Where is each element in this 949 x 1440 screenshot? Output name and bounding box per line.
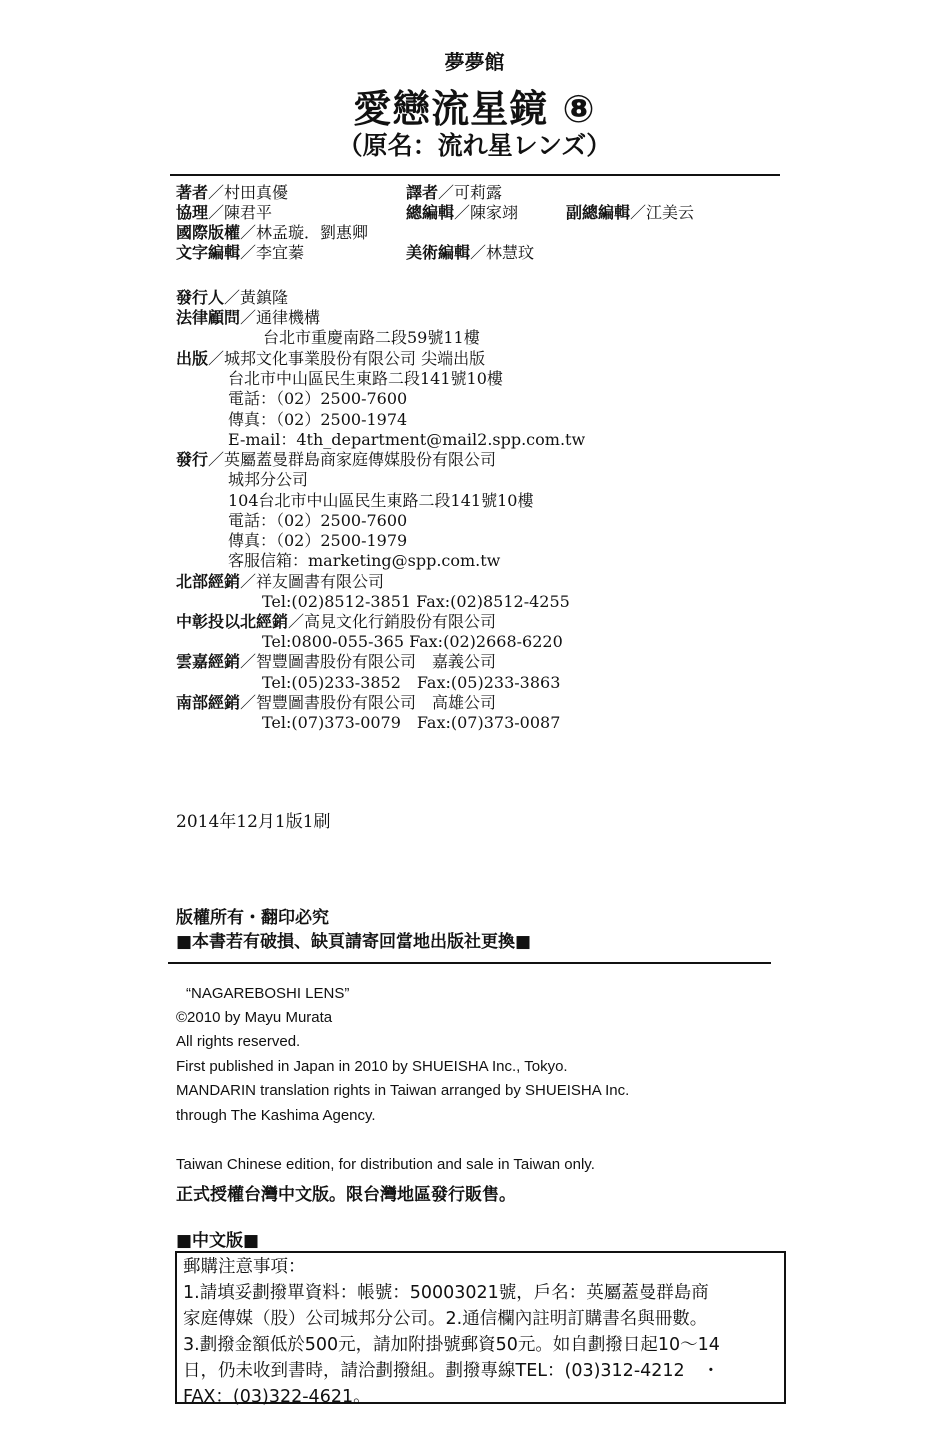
press-address: 台北市中山區民生東路二段141號10樓 <box>228 369 503 388</box>
south-dist-tel: Tel:(07)373-0079 Fax:(07)373-0087 <box>262 713 561 732</box>
publisher-line: 發行人／黃鎮隆 <box>176 288 289 307</box>
yunjia-dist-line: 雲嘉經銷／智豐圖書股份有限公司 嘉義公司 <box>176 652 497 671</box>
credit-author: 著者／村田真優 <box>176 183 289 202</box>
credit-deputy-editor: 副總編輯／江美云 <box>566 203 695 222</box>
mail-order-title: 郵購注意事項： <box>183 1257 306 1277</box>
press-fax: 傳真：（02）2500-1974 <box>228 410 408 429</box>
north-dist-tel: Tel:(02)8512-3851 Fax:(02)8512-4255 <box>262 592 570 611</box>
dist-tel: 電話：（02）2500-7600 <box>228 511 408 530</box>
copyright-notice: 版權所有・翻印必究 <box>176 908 329 928</box>
credit-assist: 協理／陳君平 <box>176 203 273 222</box>
press-tel: 電話：（02）2500-7600 <box>228 389 408 408</box>
dist-line: 發行／英屬蓋曼群島商家庭傳媒股份有限公司 <box>176 450 497 469</box>
damage-notice: ■本書若有破損、缺頁請寄回當地出版社更換■ <box>176 932 532 952</box>
credit-chief-editor: 總編輯／陳家翊 <box>406 203 519 222</box>
north-dist-line: 北部經銷／祥友圖書有限公司 <box>176 572 385 591</box>
dist-branch: 城邦分公司 <box>228 470 309 489</box>
central-dist-tel: Tel:0800-055-365 Fax:(02)2668-6220 <box>262 632 563 651</box>
english-rights-reserved: All rights reserved. <box>176 1033 301 1050</box>
imprint-name: 夢夢館 <box>444 50 505 74</box>
english-translation-rights: MANDARIN translation rights in Taiwan arranged by SHUEISHA Inc. <box>176 1082 630 1099</box>
mail-order-line-1: 1.請填妥劃撥單資料：帳號：50003021號，戶名：英屬蓋曼群島商 <box>183 1283 709 1303</box>
south-dist-line: 南部經銷／智豐圖書股份有限公司 高雄公司 <box>176 693 497 712</box>
yunjia-dist-tel: Tel:(05)233-3852 Fax:(05)233-3863 <box>262 673 561 692</box>
rights-divider <box>168 962 771 964</box>
dist-address: 104台北市中山區民生東路二段141號10樓 <box>228 491 534 510</box>
dist-service: 客服信箱：marketing@spp.com.tw <box>228 551 501 570</box>
zh-version-label: ■中文版■ <box>176 1231 260 1251</box>
credit-art-editor: 美術編輯／林慧玟 <box>406 243 535 262</box>
mail-order-line-3: 3.劃撥金額低於500元，請加附掛號郵資50元。如自劃撥日起10～14 <box>183 1335 720 1355</box>
credit-translator: 譯者／可莉露 <box>406 183 503 202</box>
mail-order-box <box>175 1251 786 1407</box>
press-line: 出版／城邦文化事業股份有限公司 尖端出版 <box>176 349 486 368</box>
legal-line: 法律顧問／通律機構 <box>176 308 321 327</box>
dist-fax: 傳真：（02）2500-1979 <box>228 531 408 550</box>
mail-order-line-4: 日，仍未收到書時，請洽劃撥組。劃撥專線TEL：(03)312-4212 ・ <box>183 1361 720 1381</box>
book-title: 愛戀流星鏡 ⑧ <box>353 87 596 131</box>
mail-order-line-2: 家庭傳媒（股）公司城邦分公司。2.通信欄內註明訂購書名與冊數。 <box>183 1309 708 1329</box>
original-title: （原名：流れ星レンズ） <box>337 131 612 160</box>
mail-order-line-5: FAX：(03)322-4621。 <box>183 1387 371 1407</box>
english-copyright: ©2010 by Mayu Murata <box>176 1009 333 1026</box>
header-divider <box>170 174 780 176</box>
credit-text-editor: 文字編輯／李宜蓁 <box>176 243 305 262</box>
english-first-published: First published in Japan in 2010 by SHUEISHA Inc., Tokyo. <box>176 1058 568 1075</box>
legal-address: 台北市重慶南路二段59號11樓 <box>263 328 480 347</box>
central-dist-line: 中彰投以北經銷／高見文化行銷股份有限公司 <box>176 612 497 631</box>
english-territory: Taiwan Chinese edition, for distribution and sale in Taiwan only. <box>176 1156 595 1173</box>
edition-date: 2014年12月1版1刷 <box>176 812 331 832</box>
official-zh-notice: 正式授權台灣中文版。限台灣地區發行販售。 <box>176 1185 516 1205</box>
credit-intl-rights: 國際版權／林孟璇．劉惠卿 <box>176 223 369 242</box>
press-email: E-mail：4th_department@mail2.spp.com.tw <box>228 430 586 449</box>
english-agency: through The Kashima Agency. <box>176 1107 376 1124</box>
english-original-title: “NAGAREBOSHI LENS” <box>186 985 350 1002</box>
